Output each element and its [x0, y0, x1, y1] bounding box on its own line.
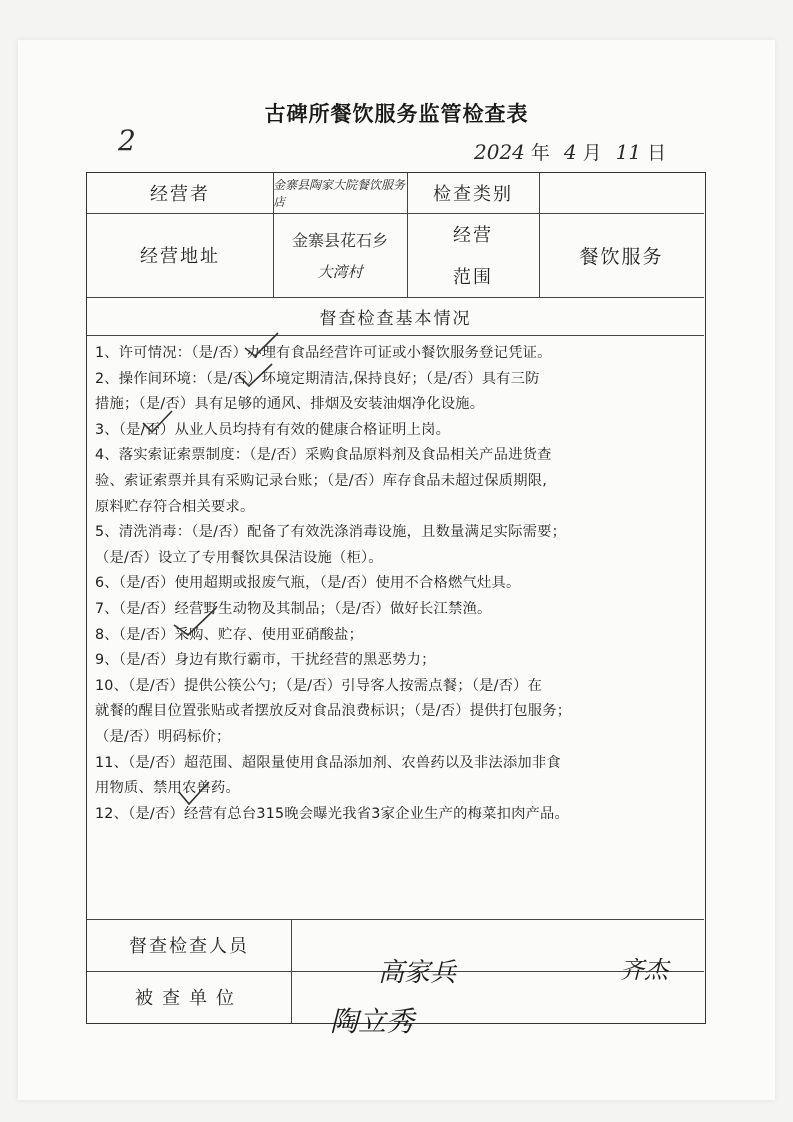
checklist-line: 就餐的醒目位置张贴或者摆放反对食品浪费标识；（是/否）提供打包服务；: [95, 703, 572, 720]
date-day: 11: [615, 140, 642, 164]
checklist-line: 10、（是/否）提供公筷公勺；（是/否）引导客人按需点餐；（是/否）在: [95, 677, 543, 694]
date-year-unit: 年: [530, 142, 550, 164]
checklist-line: 7、（是/否）经营野生动物及其制品；（是/否）做好长江禁渔。: [95, 600, 492, 617]
date-day-unit: 日: [647, 142, 667, 164]
checklist-line: 2、操作间环境：（是/否）环境定期清洁,保持良好；（是/否）具有三防: [95, 370, 540, 387]
address-line-2: 大湾村: [317, 263, 363, 281]
scope-label: [407, 213, 539, 297]
check-mark-icon: [140, 408, 176, 436]
scope-label-line-2: 范围: [453, 267, 493, 288]
checklist-line: 9、（是/否）身边有欺行霸市，干扰经营的黑恶势力；: [95, 652, 436, 669]
inspection-form: [86, 172, 706, 1024]
inspection-date: [474, 138, 680, 165]
operator-value: 金寨县陶家大院餐饮服务店: [273, 178, 406, 209]
checklist-line: 验、索证索票并具有采购记录台账；（是/否）库存食品未超过保质期限,: [95, 472, 548, 489]
checklist-line: 11、（是/否）超范围、超限量使用食品添加剂、农兽药以及非法添加非食: [95, 754, 561, 771]
check-mark-icon: [236, 360, 276, 390]
scope-value: 餐饮服务: [579, 245, 664, 268]
check-mark-icon: [170, 605, 220, 639]
date-month: 4: [563, 140, 577, 164]
inspected-label: 被查单位: [135, 988, 243, 1009]
checklist-line: （是/否）设立了专用餐饮具保洁设施（柜）。: [95, 549, 383, 566]
date-month-unit: 月: [582, 142, 602, 164]
address-label: 经营地址: [140, 246, 220, 267]
address-line-1: 金寨县花石乡: [291, 231, 388, 250]
address-value: [273, 213, 407, 297]
inspector-signature-1: 高家兵: [378, 958, 457, 988]
checklist-line: 8、（是/否）采购、贮存、使用亚硝酸盐；: [95, 626, 364, 643]
inspected-signature: 陶立秀: [330, 1005, 415, 1038]
checklist-line: 4、落实索证索票制度：（是/否）采购食品原料剂及食品相关产品进货查: [95, 447, 552, 464]
checklist-line: 5、清洗消毒：（是/否）配备了有效洗涤消毒设施，且数量满足实际需要；: [95, 524, 567, 541]
section-title: 督查检查基本情况: [319, 308, 472, 329]
checklist-line: 12、（是/否）经营有总台315晚会曝光我省3家企业生产的梅菜扣肉产品。: [95, 805, 570, 822]
inspect-type-label: 检查类别: [433, 184, 513, 205]
checklist-line: 3、（是/否）从业人员均持有有效的健康合格证明上岗。: [95, 421, 451, 438]
page-title: 古碑所餐饮服务监管检查表: [264, 102, 529, 126]
checklist-items: [95, 341, 701, 827]
checklist-line: 用物质、禁用农兽药。: [95, 780, 240, 797]
row-divider: [87, 335, 704, 336]
handwritten-mark: 2: [118, 124, 136, 157]
checklist-line: 1、许可情况：（是/否）办理有食品经营许可证或小餐饮服务登记凭证。: [95, 345, 552, 361]
inspect-type-value: [539, 173, 704, 213]
checklist-line: 措施；（是/否）具有足够的通风、排烟及安装油烟净化设施。: [95, 396, 485, 413]
date-year: 2024: [474, 140, 525, 164]
inspector-signature-2: 齐杰: [620, 956, 668, 984]
operator-label: 经营者: [150, 184, 210, 205]
check-mark-icon: [242, 330, 282, 360]
checklist-line: 原料贮存符合相关要求。: [95, 498, 255, 515]
inspector-label: 督查检查人员: [129, 936, 249, 957]
checklist-line: 6、（是/否）使用超期或报废气瓶，（是/否）使用不合格燃气灶具。: [95, 575, 521, 592]
check-mark-icon: [175, 778, 215, 808]
checklist-line: （是/否）明码标价；: [95, 728, 231, 745]
col-divider: [291, 919, 292, 1023]
scope-label-line-1: 经营: [453, 225, 493, 246]
